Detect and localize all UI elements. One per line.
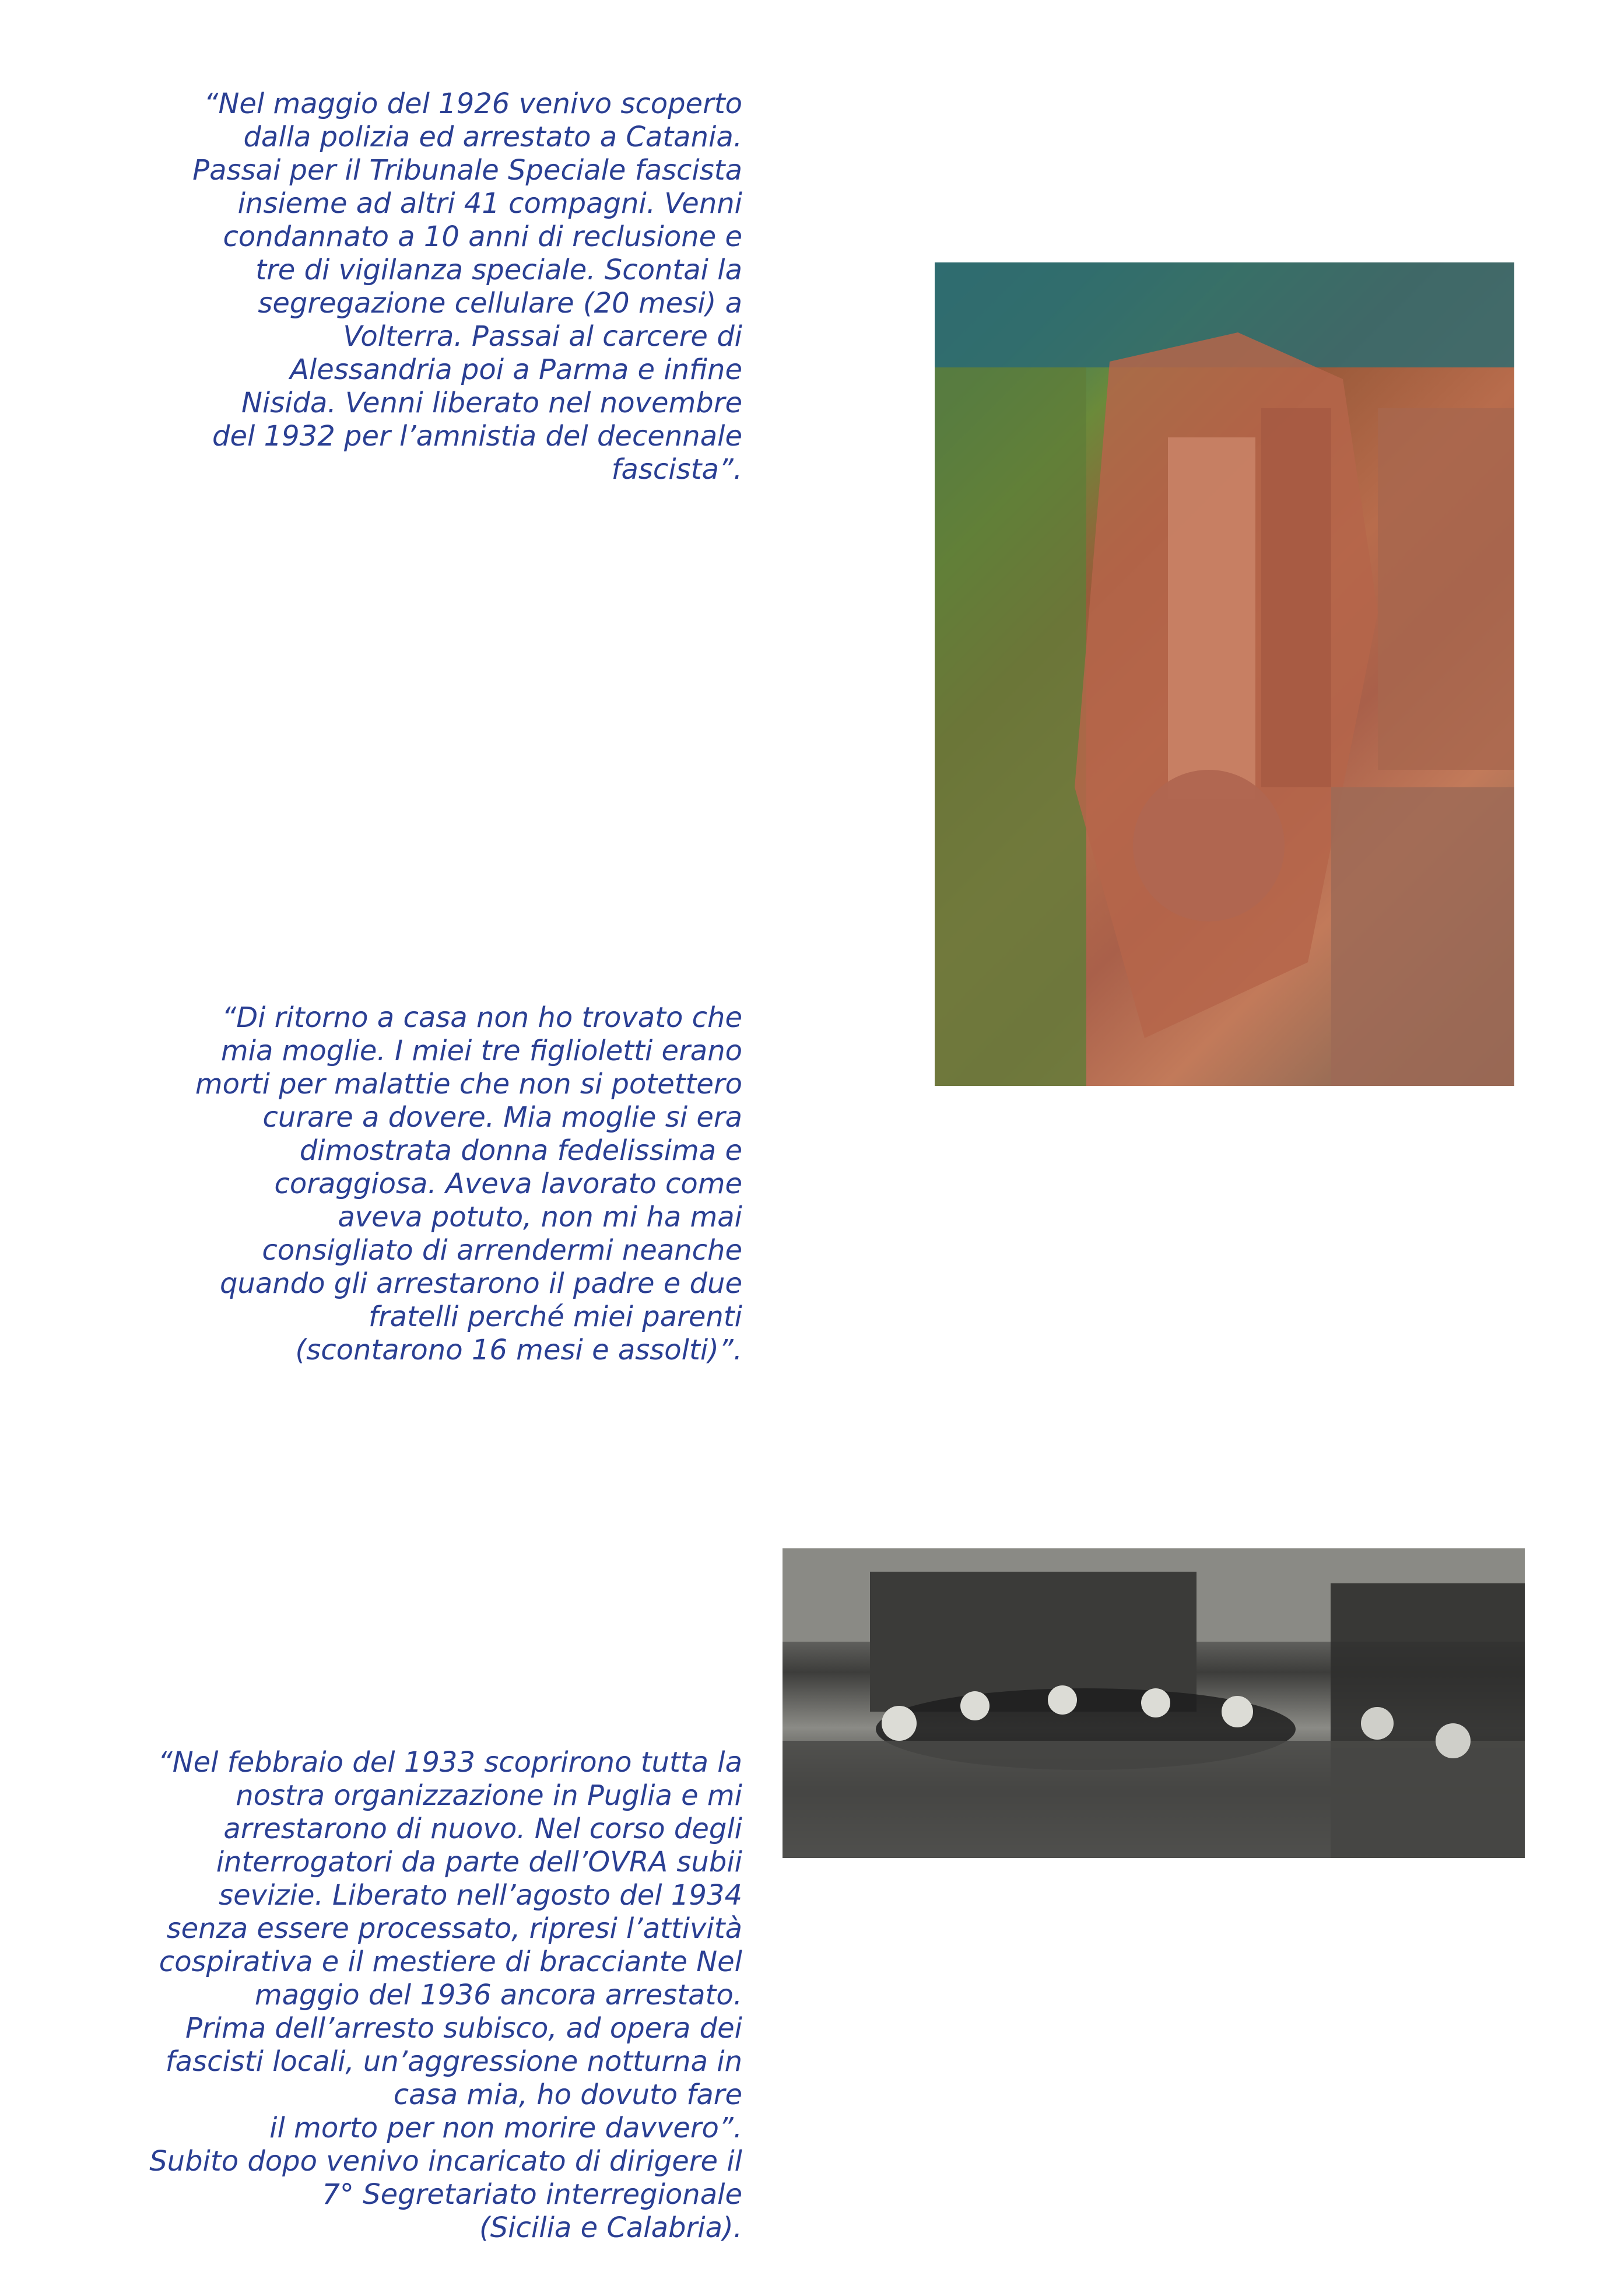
quote-arrest-1926 — [192, 87, 742, 486]
quote-line: mia moglie. I miei tre figlioletti erano — [220, 1035, 742, 1067]
quote-line: del 1932 per l’amnistia del decennale — [212, 420, 742, 453]
quote-line: fascista”. — [611, 453, 742, 486]
quote-line: (scontarono 16 mesi e assolti)”. — [295, 1334, 742, 1366]
quote-line: consigliato di arrendermi neanche — [262, 1234, 742, 1267]
courtroom-photo — [783, 1548, 1525, 1858]
quote-arrest-1933 — [149, 1746, 742, 2245]
quote-line: dalla polizia ed arrestato a Catania. — [243, 121, 742, 153]
quote-line: Nisida. Venni liberato nel novembre — [241, 387, 742, 419]
fortress-illustration — [935, 262, 1514, 1086]
fortress-aerial-photo — [935, 262, 1514, 1086]
quote-line: quando gli arrestarono il padre e due — [219, 1267, 742, 1300]
quote-line: tre di vigilanza speciale. Scontai la — [255, 254, 742, 286]
quote-line: 7° Segretariato interregionale — [322, 2178, 742, 2211]
quote-line: casa mia, ho dovuto fare — [393, 2078, 742, 2111]
quote-line: maggio del 1936 ancora arrestato. — [254, 1979, 742, 2011]
quote-line: Subito dopo venivo incaricato di dirigere il — [149, 2145, 742, 2178]
quote-line: condannato a 10 anni di reclusione e — [223, 220, 742, 253]
quote-line: fratelli perché miei parenti — [369, 1301, 742, 1333]
quote-line: morti per malattie che non si potettero — [195, 1068, 742, 1100]
quote-line: sevizie. Liberato nell’agosto del 1934 — [219, 1879, 742, 1912]
quote-line: “Nel maggio del 1926 venivo scoperto — [203, 87, 742, 120]
courtroom-illustration — [783, 1548, 1525, 1858]
quote-line: (Sicilia e Calabria). — [479, 2211, 742, 2244]
quote-line: “Nel febbraio del 1933 scoprirono tutta la — [157, 1746, 742, 1779]
quote-line: dimostrata donna fedelissima e — [299, 1134, 742, 1167]
quote-line: interrogatori da parte dell’OVRA subii — [216, 1846, 742, 1878]
quote-line: il morto per non morire davvero”. — [269, 2112, 742, 2144]
quote-line: Volterra. Passai al carcere di — [343, 320, 742, 353]
quote-line: coraggiosa. Aveva lavorato come — [274, 1168, 742, 1200]
quote-line: cospirativa e il mestiere di bracciante Nel — [159, 1946, 742, 1978]
quote-line: segregazione cellulare (20 mesi) a — [258, 287, 742, 320]
quote-return-home — [195, 1001, 742, 1367]
quote-line: insieme ad altri 41 compagni. Venni — [237, 187, 742, 220]
quote-line: Passai per il Tribunale Speciale fascista — [192, 154, 742, 187]
quote-line: nostra organizzazione in Puglia e mi — [236, 1779, 742, 1812]
quote-line: aveva potuto, non mi ha mai — [338, 1201, 742, 1233]
quote-line: Prima dell’arresto subisco, ad opera dei — [185, 2012, 742, 2045]
quote-line: senza essere processato, ripresi l’attività — [166, 1912, 742, 1945]
quote-line: fascisti locali, un’aggressione notturna in — [165, 2045, 742, 2078]
quote-line: curare a dovere. Mia moglie si era — [262, 1101, 742, 1134]
quote-line: Alessandria poi a Parma e infine — [290, 353, 742, 386]
quote-line: arrestarono di nuovo. Nel corso degli — [223, 1813, 742, 1845]
quote-line: “Di ritorno a casa non ho trovato che — [222, 1001, 742, 1034]
